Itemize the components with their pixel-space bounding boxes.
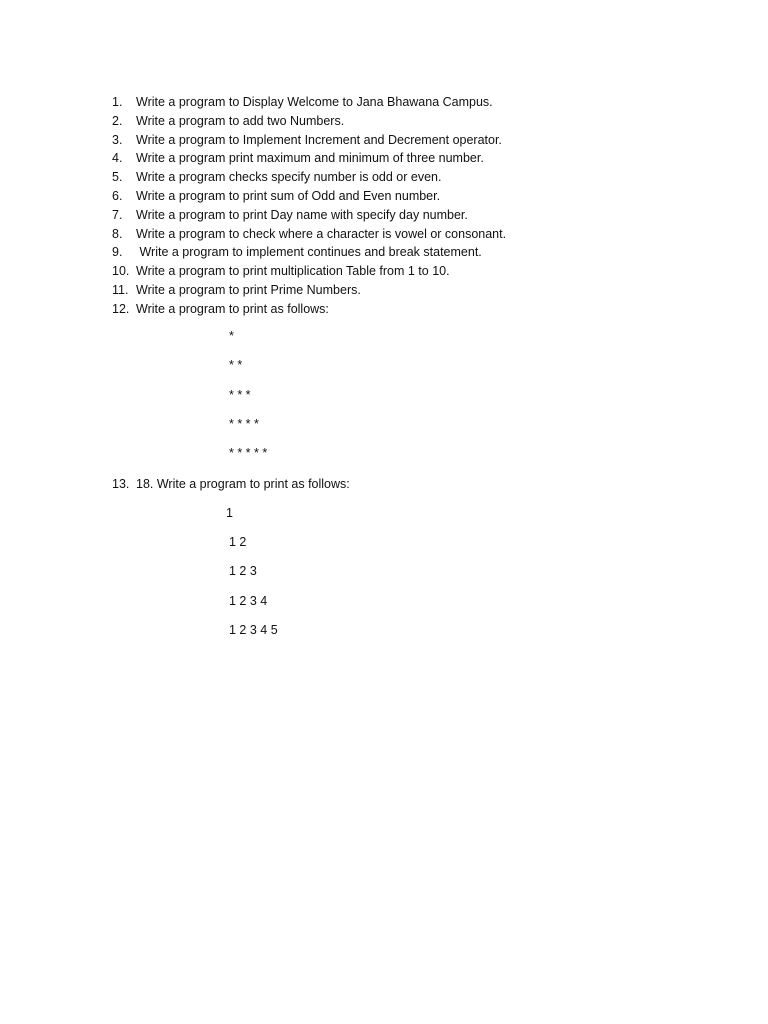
list-item [112, 169, 441, 185]
star-pattern-row: * [229, 329, 234, 343]
item-number: 4. [112, 151, 123, 165]
item-number: 12. [112, 302, 130, 316]
list-item [112, 476, 350, 492]
item-number: 3. [112, 133, 123, 147]
number-pattern-row: 1 2 3 4 5 [229, 623, 278, 637]
item-number: 9. [112, 245, 123, 259]
item-number: 1. [112, 95, 123, 109]
item-number: 6. [112, 189, 123, 203]
list-item [112, 94, 493, 110]
number-pattern-row: 1 2 3 4 [229, 594, 268, 608]
item-text: Write a program checks specify number is odd or even. [136, 170, 442, 184]
item-number: 5. [112, 170, 123, 184]
item-text: Write a program to print Day name with specify day number. [136, 208, 468, 222]
item-text: Write a program to implement continues and break statement. [136, 245, 482, 259]
star-pattern-row: * * * [229, 388, 251, 402]
item-number: 7. [112, 208, 123, 222]
item-text: Write a program to Implement Increment and Decrement operator. [136, 133, 502, 147]
item-text: Write a program to print sum of Odd and Even number. [136, 189, 441, 203]
list-item [112, 150, 484, 166]
item-text: Write a program to print multiplication Table from 1 to 10. [136, 264, 450, 278]
list-item [112, 207, 468, 223]
list-item [112, 301, 329, 317]
item-number: 8. [112, 227, 123, 241]
list-item [112, 282, 361, 298]
list-item [112, 188, 440, 204]
list-item [112, 263, 450, 279]
item-text: 18. Write a program to print as follows: [136, 477, 350, 491]
item-text: Write a program print maximum and minimum of three number. [136, 151, 484, 165]
item-number: 11. [112, 283, 129, 297]
item-number: 13. [112, 477, 130, 491]
list-item [112, 244, 482, 260]
star-pattern-row: * * [229, 358, 243, 372]
item-text: Write a program to add two Numbers. [136, 114, 345, 128]
number-pattern-row: 1 2 [229, 535, 247, 549]
star-pattern-row: * * * * [229, 417, 259, 431]
item-text: Write a program to print as follows: [136, 302, 329, 316]
item-text: Write a program to print Prime Numbers. [136, 283, 361, 297]
number-pattern-row: 1 2 3 [229, 564, 257, 578]
item-number: 10. [112, 264, 130, 278]
list-item [112, 113, 344, 129]
list-item [112, 132, 502, 148]
list-item [112, 226, 506, 242]
number-pattern-row: 1 [226, 506, 233, 520]
star-pattern-row: * * * * * [229, 446, 268, 460]
item-number: 2. [112, 114, 123, 128]
item-text: Write a program to Display Welcome to Jana Bhawana Campus. [136, 95, 493, 109]
item-text: Write a program to check where a character is vowel or consonant. [136, 227, 507, 241]
